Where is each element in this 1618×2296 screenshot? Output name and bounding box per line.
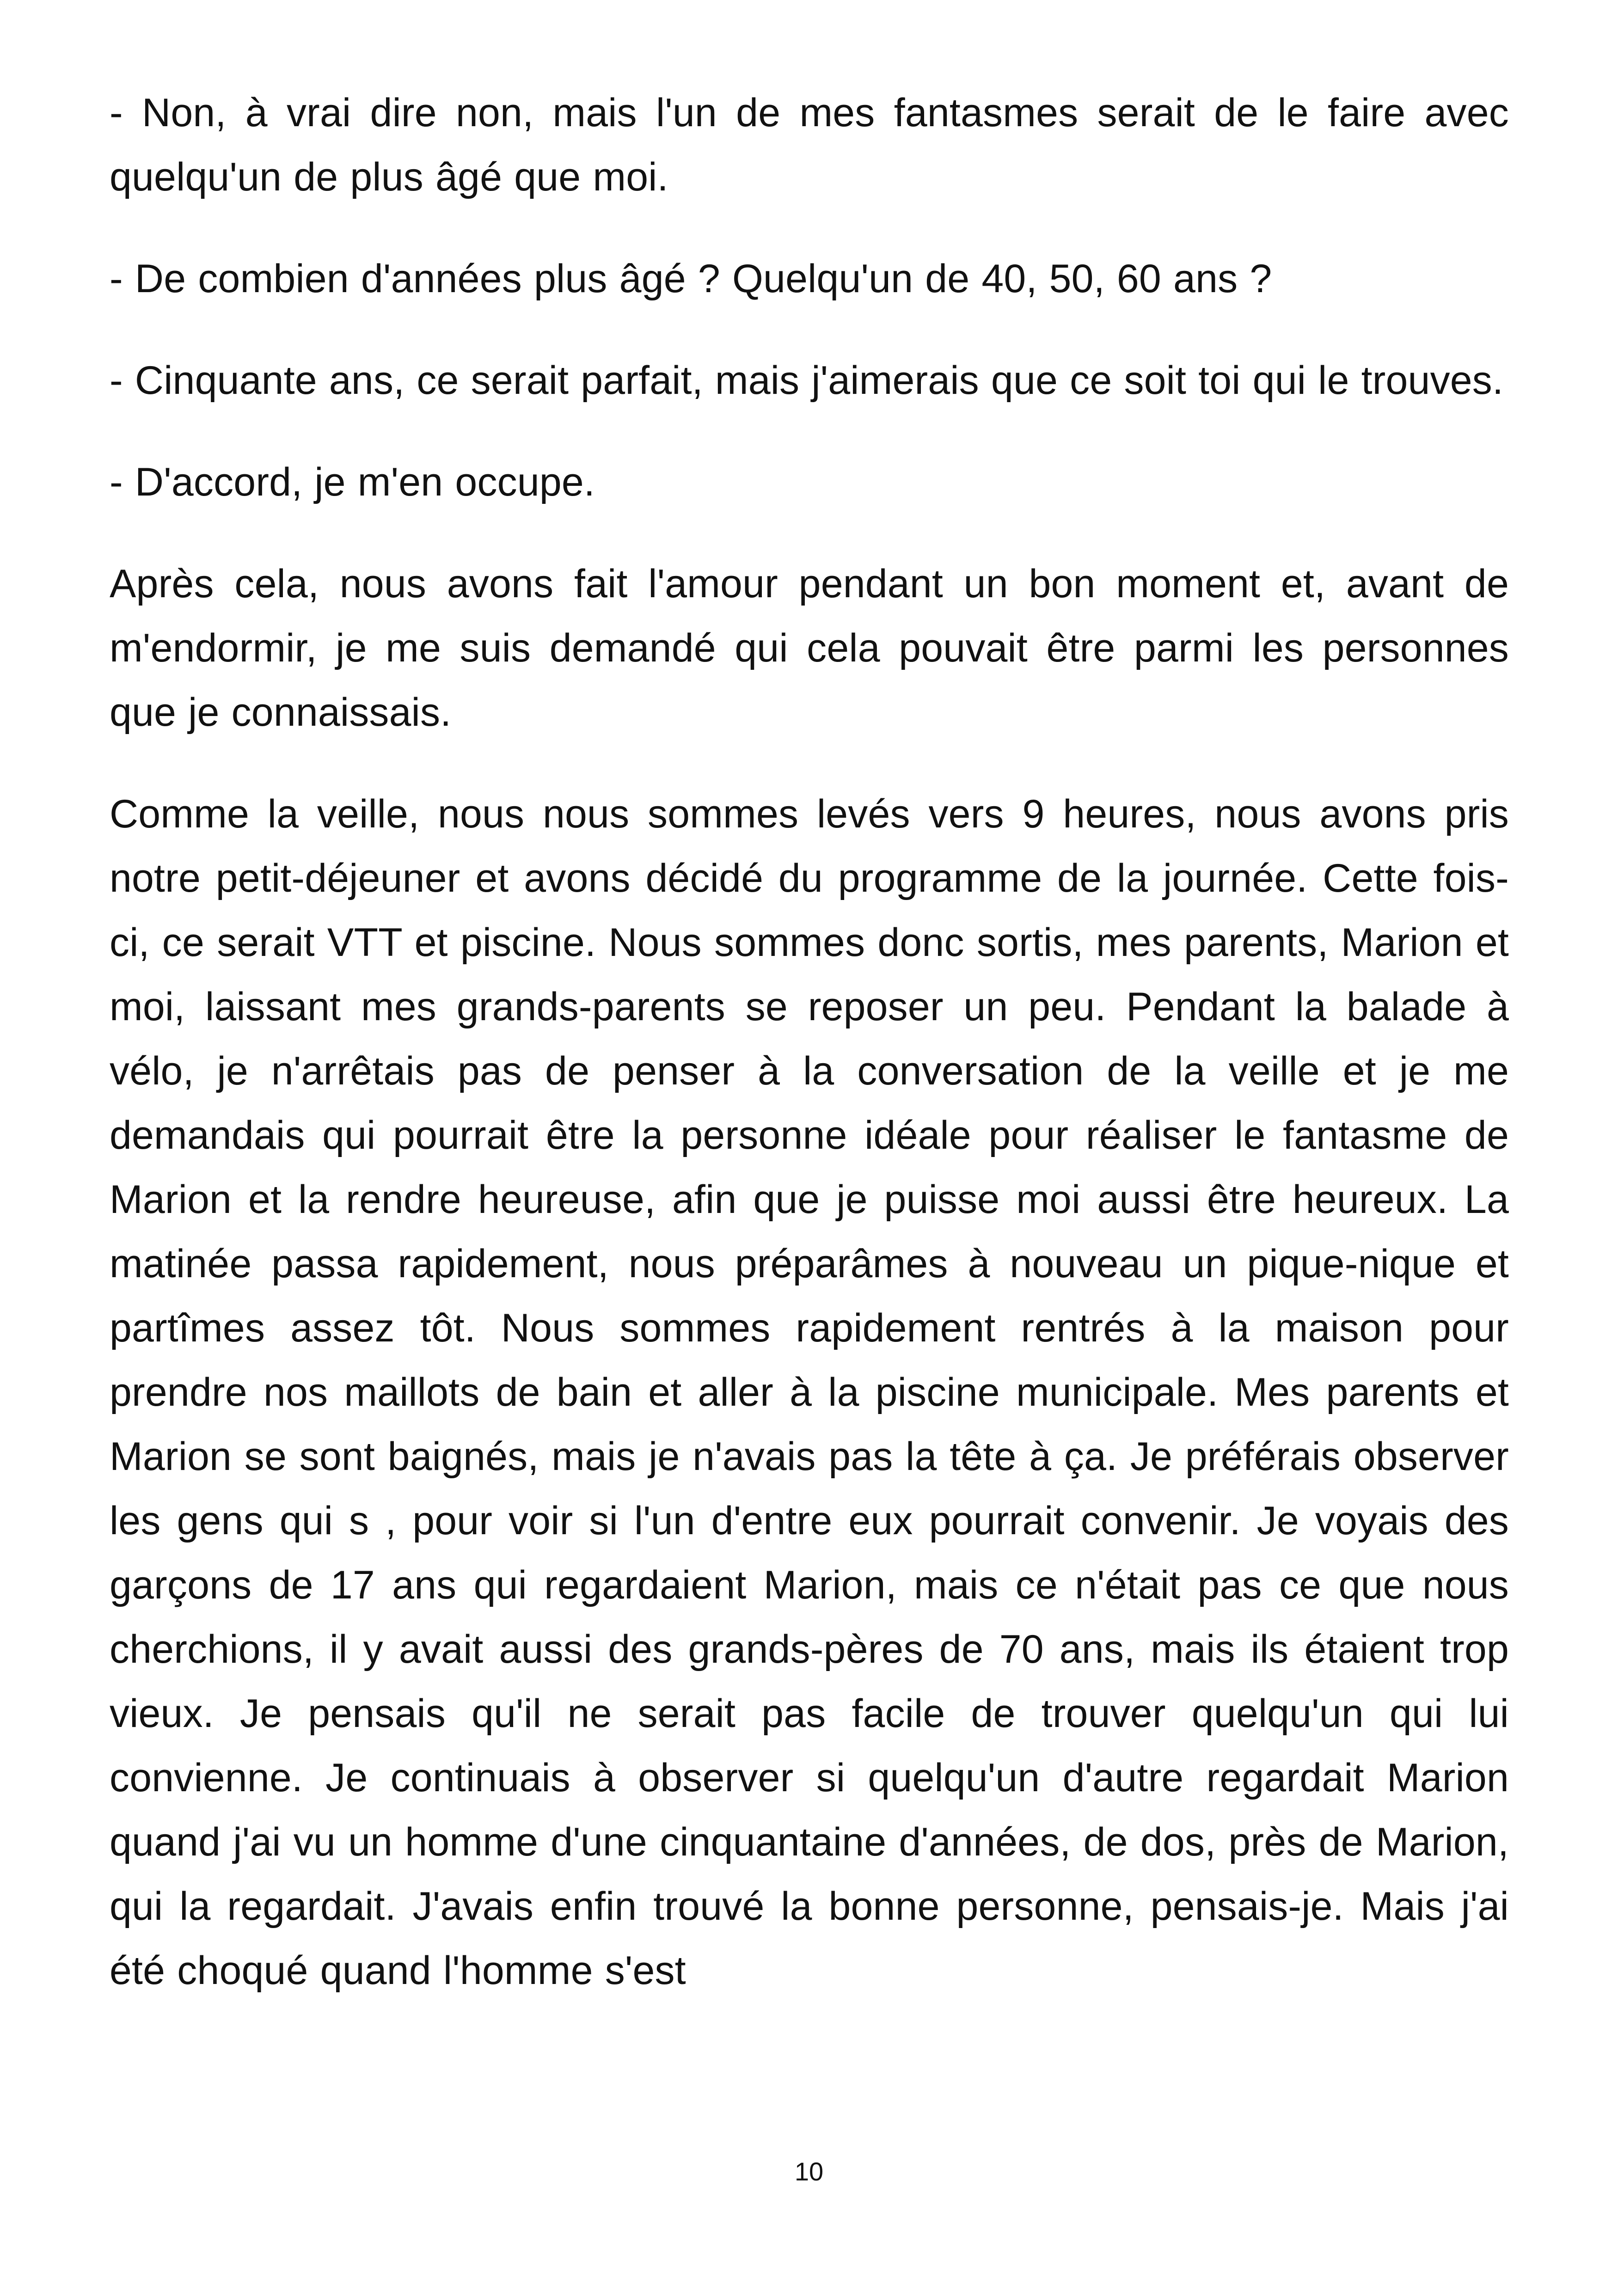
- paragraph-narrative-1: Après cela, nous avons fait l'amour pendant un bon moment et, avant de m'endormir, je me suis demandé qui cela pouvait être parmi les personnes que je connaissais.: [110, 562, 1509, 735]
- page-body: [110, 81, 1509, 2003]
- paragraph-dialogue-3: - Cinquante ans, ce serait parfait, mais j'aimerais que ce soit toi qui le trouves.: [110, 358, 1504, 403]
- paragraph-dialogue-4: - D'accord, je m'en occupe.: [110, 460, 595, 504]
- paragraph-dialogue-1: - Non, à vrai dire non, mais l'un de mes fantasmes serait de le faire avec quelqu'un de plus âgé que moi.: [110, 91, 1509, 199]
- page-number: 10: [794, 2157, 824, 2186]
- paragraph-narrative-2: Comme la veille, nous nous sommes levés vers 9 heures, nous avons pris notre petit-déjeuner et avons décidé du programme de la journée. Cette fois-ci, ce serait VTT et piscine. Nous sommes donc sortis, mes parents, Marion et moi, laissant mes grands-parents se reposer un peu. Pendant la balade à vélo, je n'arrêtais pas de penser à la conversation de la veille et je me demandais qui pourrait être la personne idéale pour réaliser le fantasme de Marion et la rendre heureuse, afin que je puisse moi aussi être heureux. La matinée passa rapidement, nous préparâmes à nouveau un pique-nique et partîmes assez tôt. Nous sommes rapidement rentrés à la maison pour prendre nos maillots de bain et aller à la piscine municipale. Mes parents et Marion se sont baignés, mais je n'avais pas la tête à ça. Je préférais observer les gens qui s , pour voir si l'un d'entre eux pourrait convenir. Je voyais des garçons de 17 ans qui regardaient Marion, mais ce n'était pas ce que nous cherchions, il y avait aussi des grands-pères de 70 ans, mais ils étaient trop vieux. Je pensais qu'il ne serait pas facile de trouver quelqu'un qui lui convienne. Je continuais à observer si quelqu'un d'autre regardait Marion quand j'ai vu un homme d'une cinquantaine d'années, de dos, près de Marion, qui la regardait. J'avais enfin trouvé la bonne personne, pensais-je. Mais j'ai été choqué quand l'homme s'est: [110, 792, 1509, 1993]
- paragraph-dialogue-2: - De combien d'années plus âgé ? Quelqu'un de 40, 50, 60 ans ?: [110, 257, 1272, 301]
